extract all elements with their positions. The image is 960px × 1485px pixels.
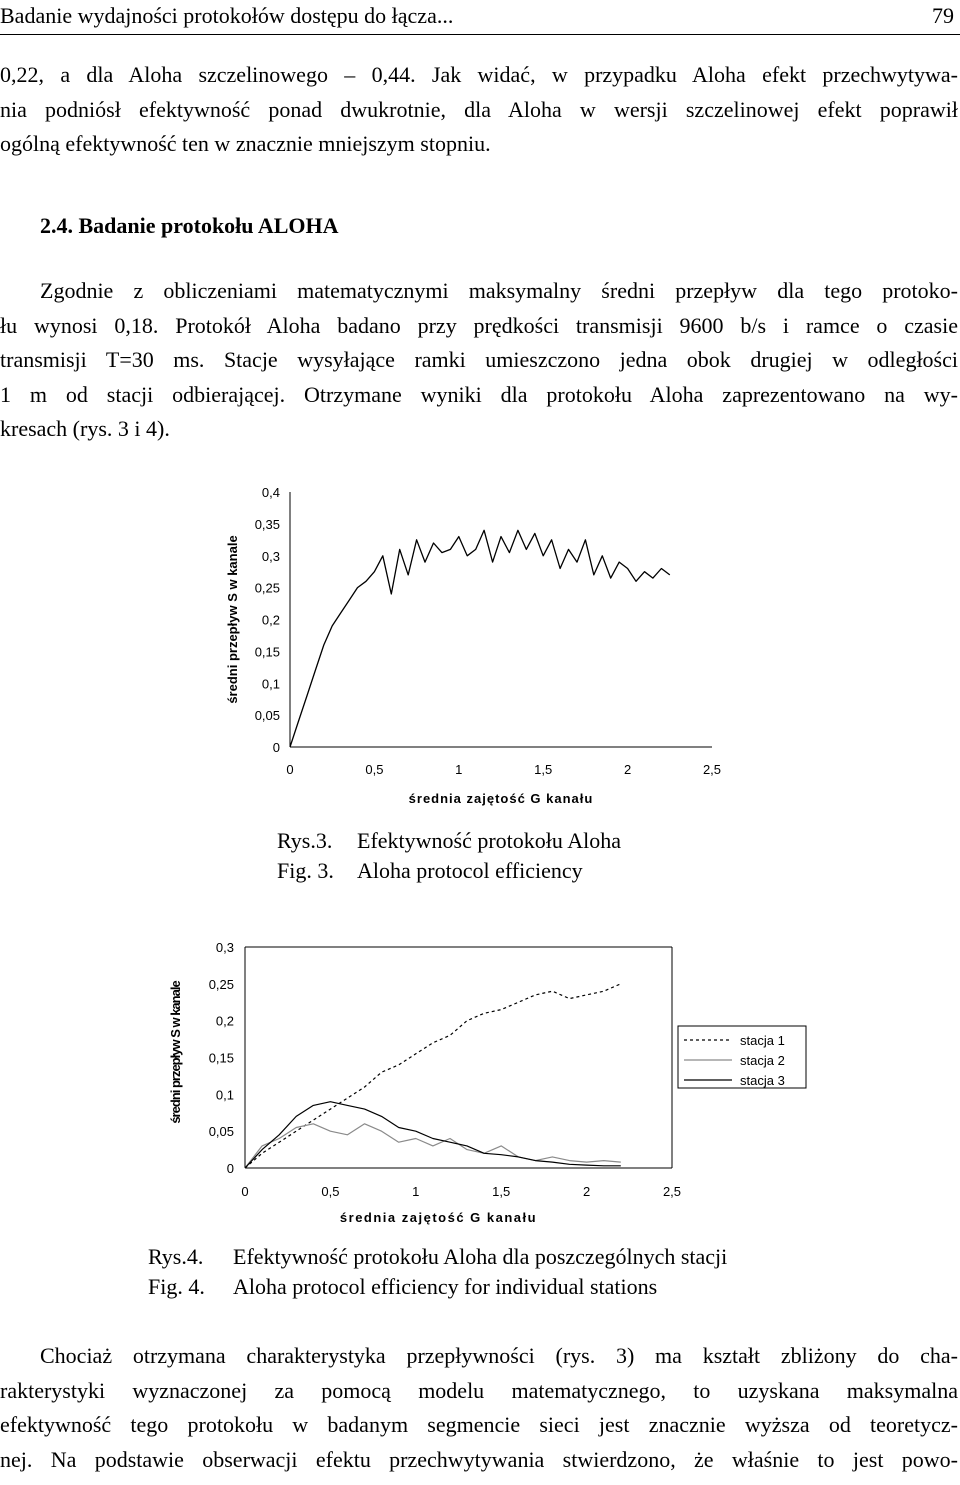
x-axis-title: średnia zajętość G kanału bbox=[408, 791, 594, 806]
y-tick-label: 0,3 bbox=[261, 548, 280, 564]
y-tick-label: 0,05 bbox=[208, 1124, 234, 1140]
figure-3-caption bbox=[277, 826, 621, 886]
legend-label-2: stacja 2 bbox=[740, 1053, 785, 1068]
figure-3-chart bbox=[0, 470, 960, 815]
x-tick-label: 1,5 bbox=[534, 762, 553, 777]
series-line-2 bbox=[245, 1124, 621, 1168]
figure-3-caption-pl bbox=[277, 826, 621, 856]
closing-paragraph bbox=[0, 1339, 958, 1477]
y-tick-label: 0,25 bbox=[208, 976, 234, 992]
y-tick-label: 0,15 bbox=[208, 1050, 234, 1066]
figure-4-caption bbox=[148, 1242, 727, 1302]
text-line: kresach (rys. 3 i 4). bbox=[0, 416, 170, 441]
running-title: Badanie wydajności protokołów dostępu do łącza... bbox=[0, 3, 454, 28]
x-tick-label: 1,5 bbox=[492, 1184, 511, 1199]
figure-3-caption-en bbox=[277, 856, 621, 886]
caption-text: Aloha protocol efficiency for individual stations bbox=[233, 1274, 658, 1299]
x-tick-label: 2 bbox=[623, 762, 632, 777]
caption-text: Efektywność protokołu Aloha bbox=[357, 828, 621, 853]
caption-text: Efektywność protokołu Aloha dla poszczególnych stacji bbox=[233, 1244, 728, 1269]
x-tick-label: 0,5 bbox=[321, 1184, 340, 1199]
figure-4-caption-pl bbox=[148, 1242, 727, 1272]
page-number: 79 bbox=[932, 3, 954, 28]
page-header bbox=[0, 0, 960, 35]
text-line: 1 m od stacji odbierającej. Otrzymane wyniki dla protokołu Aloha zaprezentowano na wy- bbox=[0, 381, 958, 407]
legend-label-1: stacja 1 bbox=[740, 1033, 785, 1048]
y-tick-label: 0 bbox=[272, 740, 280, 755]
caption-label: Fig. 3. bbox=[277, 858, 334, 883]
caption-label: Rys.4. bbox=[148, 1244, 204, 1269]
caption-label: Rys.3. bbox=[277, 828, 333, 853]
x-tick-label: 2,5 bbox=[662, 1184, 682, 1199]
figure-4-caption-en bbox=[148, 1272, 727, 1302]
text-line: rakterystyki wyznaczonej za pomocą modelu matematycznego, to uzyskana maksymalna bbox=[0, 1377, 958, 1403]
y-tick-label: 0 bbox=[226, 1161, 234, 1176]
text-line: ogólną efektywność ten w znacznie mniejszym stopniu. bbox=[0, 131, 491, 156]
series-line-1 bbox=[245, 984, 621, 1168]
x-tick-label: 0 bbox=[241, 1184, 249, 1199]
y-tick-label: 0,2 bbox=[261, 612, 280, 628]
figure-4-chart bbox=[0, 930, 960, 1230]
y-tick-label: 0,3 bbox=[215, 940, 234, 955]
text-line: łu wynosi 0,18. Protokół Aloha badano przy prędkości transmisji 9600 b/s i ramce o czasie bbox=[0, 312, 958, 338]
caption-text: Aloha protocol efficiency bbox=[357, 858, 583, 883]
y-tick-label: 0,25 bbox=[254, 580, 280, 596]
text-line: Zgodnie z obliczeniami matematycznymi maksymalny średni przepływ dla tego protoko- bbox=[40, 278, 958, 303]
x-tick-label: 1 bbox=[455, 762, 463, 777]
y-axis-title: średni przepływ S w kanale bbox=[168, 981, 183, 1124]
section-paragraph bbox=[0, 274, 958, 447]
caption-label: Fig. 4. bbox=[148, 1274, 205, 1299]
x-axis-title: średnia zajętość G kanału bbox=[339, 1210, 538, 1225]
text-line: nej. Na podstawie obserwacji efektu przechwytywania stwierdzono, że właśnie to jest powo- bbox=[0, 1446, 958, 1472]
text-line: Chociaż otrzymana charakterystyka przepływności (rys. 3) ma kształt zbliżony do cha- bbox=[40, 1343, 958, 1368]
section-heading: 2.4. Badanie protokołu ALOHA bbox=[40, 213, 339, 238]
series-line-1 bbox=[290, 530, 670, 747]
x-tick-label: 2,5 bbox=[702, 762, 722, 777]
text-line: nia podniósł efektywność ponad dwukrotnie, dla Aloha w wersji szczelinowej efekt poprawił bbox=[0, 96, 958, 122]
y-tick-label: 0,1 bbox=[215, 1087, 234, 1103]
x-tick-label: 0,5 bbox=[365, 762, 384, 777]
text-line: transmisji T=30 ms. Stacje wysyłające ramki umieszczono jedna obok drugiej w odległości bbox=[0, 347, 958, 372]
series-line-3 bbox=[245, 1102, 621, 1168]
y-tick-label: 0,15 bbox=[254, 644, 280, 660]
text-line: efektywność tego protokołu w badanym segmencie sieci jest znacznie wyższa od teoretycz- bbox=[0, 1412, 958, 1437]
y-tick-label: 0,05 bbox=[254, 708, 280, 724]
y-tick-label: 0,1 bbox=[261, 676, 280, 692]
legend-label-3: stacja 3 bbox=[740, 1073, 785, 1088]
y-tick-label: 0,35 bbox=[254, 516, 280, 532]
y-axis-title: średni przepływ S w kanale bbox=[225, 535, 240, 704]
y-tick-label: 0,4 bbox=[261, 485, 280, 500]
x-tick-label: 0 bbox=[286, 762, 294, 777]
y-tick-label: 0,2 bbox=[215, 1013, 234, 1029]
x-tick-label: 2 bbox=[582, 1184, 591, 1199]
text-line: 0,22, a dla Aloha szczelinowego – 0,44. Jak widać, w przypadku Aloha efekt przechwytywa- bbox=[0, 62, 958, 87]
x-tick-label: 1 bbox=[412, 1184, 420, 1199]
intro-paragraph bbox=[0, 58, 958, 162]
